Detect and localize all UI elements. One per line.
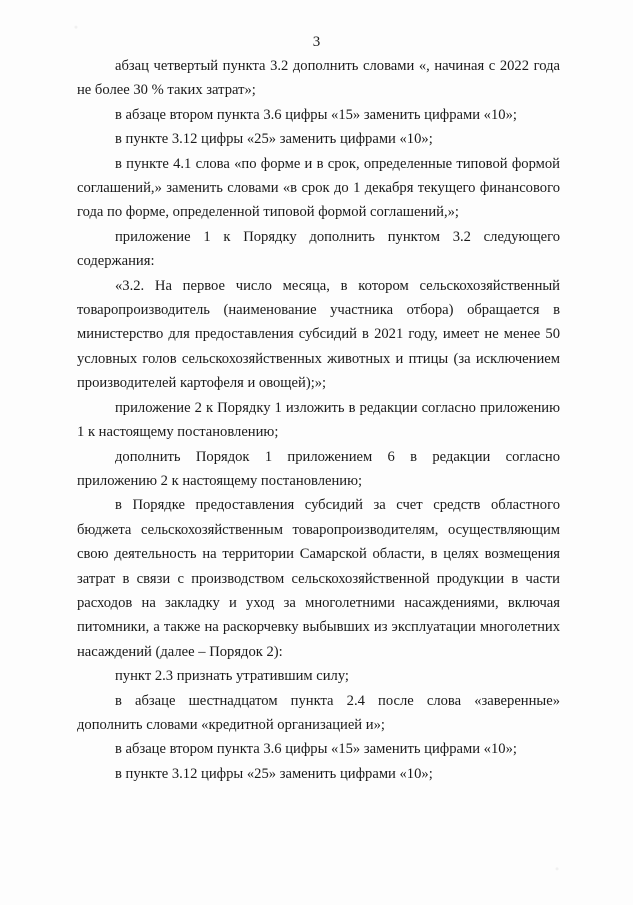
paragraph: в пункте 3.12 цифры «25» заменить цифрами «10»; xyxy=(115,131,433,148)
paragraph: дополнить Порядок 1 приложением 6 в редакции согласно приложению 2 к настоящему постановлению; xyxy=(77,448,560,489)
paragraph: абзац четвертый пункта 3.2 дополнить словами «, начиная с 2022 года не более 30 % таких затрат»; xyxy=(77,58,560,99)
paragraph: в пункте 4.1 слова «по форме и в срок, определенные типовой формой соглашений,» заменить словами «в срок до 1 декабря текущего финансового года по форме, определенной типовой формой соглашений,»; xyxy=(77,155,560,221)
paragraph: приложение 2 к Порядку 1 изложить в редакции согласно приложению 1 к настоящему постановлению; xyxy=(77,399,560,441)
paragraph: в абзаце шестнадцатом пункта 2.4 после слова «заверенные» дополнить словами «кредитной организацией и»; xyxy=(77,692,560,733)
paragraph: в абзаце втором пункта 3.6 цифры «15» заменить цифрами «10»; xyxy=(115,106,517,123)
paragraph: приложение 1 к Порядку дополнить пунктом 3.2 следующего содержания: xyxy=(77,228,560,270)
paragraph: «3.2. На первое число месяца, в котором сельскохозяйственный товаропроизводитель (наименование участника отбора) обращается в министерство для предоставления субсидий в 2021 году, имеет не менее 50 условных голов сельскохозяйственных животных и птицы (за исключением производителей картофеля и овощей);»; xyxy=(77,277,560,392)
paragraph: в абзаце втором пункта 3.6 цифры «15» заменить цифрами «10»; xyxy=(115,741,517,758)
paragraph: в пункте 3.12 цифры «25» заменить цифрами «10»; xyxy=(115,765,433,782)
page-number: 3 xyxy=(312,34,321,50)
document-body xyxy=(77,54,560,786)
paragraph: пункт 2.3 признать утратившим силу; xyxy=(115,668,349,685)
paragraph: в Порядке предоставления субсидий за счет средств областного бюджета сельскохозяйственным товаропроизводителям, осуществляющим свою деятельность на территории Самарской области, в целях возмещения затрат в связи с производством сельскохозяйственной продукции в части расходов на закладку и уход за многолетними насаждениями, включая питомники, а также на раскорчевку выбывших из эксплуатации многолетних насаждений (далее – Порядок 2): xyxy=(77,497,560,660)
